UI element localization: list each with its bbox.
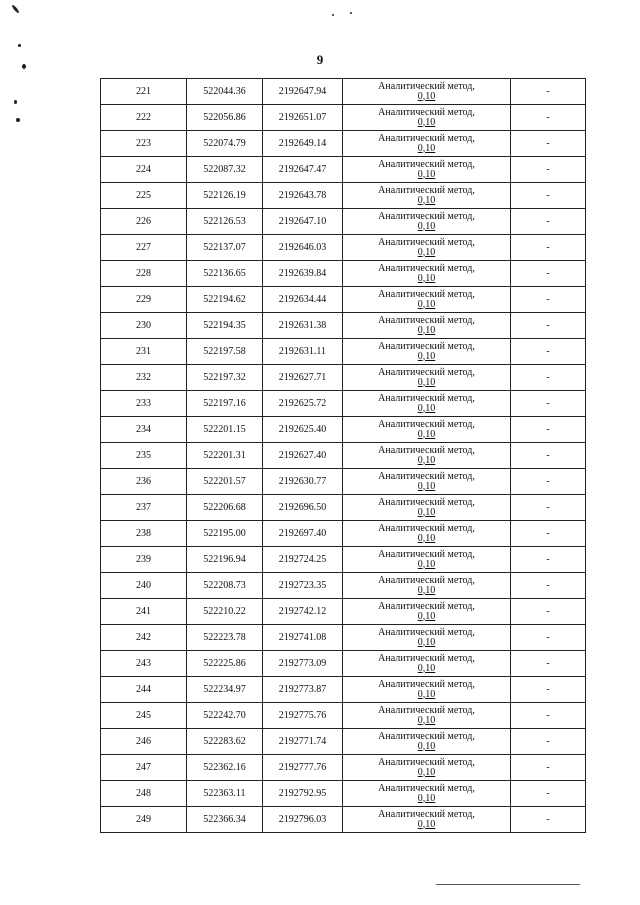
y-coordinate-cell: 2192742.12 <box>263 599 343 625</box>
table-row <box>101 261 586 287</box>
y-coordinate-cell: 2192773.09 <box>263 651 343 677</box>
y-coordinate-cell: 2192651.07 <box>263 105 343 131</box>
method-name: Аналитический метод, <box>378 262 475 274</box>
y-coordinate-cell: 2192773.87 <box>263 677 343 703</box>
point-number-cell: 229 <box>101 287 187 313</box>
error-cell: - <box>511 703 586 729</box>
method-cell <box>343 131 511 157</box>
x-coordinate-cell: 522126.19 <box>187 183 263 209</box>
method-cell <box>343 469 511 495</box>
method-cell <box>343 755 511 781</box>
x-coordinate-cell: 522225.86 <box>187 651 263 677</box>
method-name: Аналитический метод, <box>378 678 475 690</box>
method-name: Аналитический метод, <box>378 730 475 742</box>
method-name: Аналитический метод, <box>378 600 475 612</box>
method-name: Аналитический метод, <box>378 444 475 456</box>
table-row <box>101 339 586 365</box>
table-row <box>101 469 586 495</box>
method-cell <box>343 651 511 677</box>
method-name: Аналитический метод, <box>378 210 475 222</box>
method-precision: 0,10 <box>417 636 436 648</box>
method-cell <box>343 417 511 443</box>
method-precision: 0,10 <box>417 818 436 830</box>
table-row <box>101 365 586 391</box>
error-cell: - <box>511 443 586 469</box>
error-cell: - <box>511 573 586 599</box>
x-coordinate-cell: 522197.32 <box>187 365 263 391</box>
method-name: Аналитический метод, <box>378 496 475 508</box>
method-precision: 0,10 <box>417 532 436 544</box>
table-row <box>101 105 586 131</box>
x-coordinate-cell: 522201.31 <box>187 443 263 469</box>
table-row <box>101 651 586 677</box>
method-name: Аналитический метод, <box>378 782 475 794</box>
method-precision: 0,10 <box>417 376 436 388</box>
table-row <box>101 755 586 781</box>
table-row <box>101 781 586 807</box>
y-coordinate-cell: 2192630.77 <box>263 469 343 495</box>
method-precision: 0,10 <box>417 714 436 726</box>
method-name: Аналитический метод, <box>378 626 475 638</box>
point-number-cell: 234 <box>101 417 187 443</box>
y-coordinate-cell: 2192647.94 <box>263 79 343 105</box>
method-precision: 0,10 <box>417 168 436 180</box>
method-name: Аналитический метод, <box>378 158 475 170</box>
method-precision: 0,10 <box>417 324 436 336</box>
method-name: Аналитический метод, <box>378 366 475 378</box>
scan-speck <box>16 118 20 122</box>
y-coordinate-cell: 2192771.74 <box>263 729 343 755</box>
error-cell: - <box>511 469 586 495</box>
x-coordinate-cell: 522201.15 <box>187 417 263 443</box>
y-coordinate-cell: 2192741.08 <box>263 625 343 651</box>
x-coordinate-cell: 522136.65 <box>187 261 263 287</box>
table-row <box>101 547 586 573</box>
error-cell: - <box>511 313 586 339</box>
method-cell <box>343 443 511 469</box>
x-coordinate-cell: 522234.97 <box>187 677 263 703</box>
method-name: Аналитический метод, <box>378 288 475 300</box>
method-precision: 0,10 <box>417 558 436 570</box>
method-name: Аналитический метод, <box>378 184 475 196</box>
error-cell: - <box>511 547 586 573</box>
point-number-cell: 246 <box>101 729 187 755</box>
point-number-cell: 231 <box>101 339 187 365</box>
y-coordinate-cell: 2192697.40 <box>263 521 343 547</box>
method-cell <box>343 781 511 807</box>
point-number-cell: 238 <box>101 521 187 547</box>
method-name: Аналитический метод, <box>378 340 475 352</box>
table-row <box>101 417 586 443</box>
error-cell: - <box>511 677 586 703</box>
x-coordinate-cell: 522366.34 <box>187 807 263 833</box>
point-number-cell: 237 <box>101 495 187 521</box>
method-name: Аналитический метод, <box>378 314 475 326</box>
y-coordinate-cell: 2192775.76 <box>263 703 343 729</box>
error-cell: - <box>511 131 586 157</box>
x-coordinate-cell: 522197.58 <box>187 339 263 365</box>
y-coordinate-cell: 2192627.40 <box>263 443 343 469</box>
method-precision: 0,10 <box>417 246 436 258</box>
y-coordinate-cell: 2192777.76 <box>263 755 343 781</box>
method-cell <box>343 391 511 417</box>
method-cell <box>343 313 511 339</box>
coordinates-table <box>100 78 586 833</box>
x-coordinate-cell: 522056.86 <box>187 105 263 131</box>
method-cell <box>343 599 511 625</box>
method-cell <box>343 625 511 651</box>
error-cell: - <box>511 105 586 131</box>
table-row <box>101 157 586 183</box>
point-number-cell: 232 <box>101 365 187 391</box>
method-name: Аналитический метод, <box>378 548 475 560</box>
table-row <box>101 599 586 625</box>
method-precision: 0,10 <box>417 662 436 674</box>
method-cell <box>343 339 511 365</box>
x-coordinate-cell: 522201.57 <box>187 469 263 495</box>
x-coordinate-cell: 522087.32 <box>187 157 263 183</box>
method-name: Аналитический метод, <box>378 236 475 248</box>
table-row <box>101 495 586 521</box>
method-cell <box>343 261 511 287</box>
y-coordinate-cell: 2192649.14 <box>263 131 343 157</box>
error-cell: - <box>511 755 586 781</box>
error-cell: - <box>511 339 586 365</box>
x-coordinate-cell: 522137.07 <box>187 235 263 261</box>
method-cell <box>343 807 511 833</box>
point-number-cell: 240 <box>101 573 187 599</box>
point-number-cell: 228 <box>101 261 187 287</box>
method-precision: 0,10 <box>417 454 436 466</box>
y-coordinate-cell: 2192647.10 <box>263 209 343 235</box>
point-number-cell: 241 <box>101 599 187 625</box>
footer-divider <box>436 884 580 885</box>
x-coordinate-cell: 522044.36 <box>187 79 263 105</box>
method-precision: 0,10 <box>417 272 436 284</box>
point-number-cell: 227 <box>101 235 187 261</box>
x-coordinate-cell: 522074.79 <box>187 131 263 157</box>
point-number-cell: 221 <box>101 79 187 105</box>
method-name: Аналитический метод, <box>378 106 475 118</box>
y-coordinate-cell: 2192646.03 <box>263 235 343 261</box>
table-row <box>101 625 586 651</box>
error-cell: - <box>511 183 586 209</box>
table-row <box>101 521 586 547</box>
method-precision: 0,10 <box>417 194 436 206</box>
y-coordinate-cell: 2192625.72 <box>263 391 343 417</box>
x-coordinate-cell: 522195.00 <box>187 521 263 547</box>
method-cell <box>343 521 511 547</box>
method-name: Аналитический метод, <box>378 80 475 92</box>
table-row <box>101 235 586 261</box>
method-name: Аналитический метод, <box>378 756 475 768</box>
error-cell: - <box>511 625 586 651</box>
method-cell <box>343 365 511 391</box>
x-coordinate-cell: 522362.16 <box>187 755 263 781</box>
table-row <box>101 313 586 339</box>
scan-speck <box>14 100 17 104</box>
error-cell: - <box>511 417 586 443</box>
x-coordinate-cell: 522194.35 <box>187 313 263 339</box>
error-cell: - <box>511 807 586 833</box>
x-coordinate-cell: 522223.78 <box>187 625 263 651</box>
table-row <box>101 443 586 469</box>
table-row <box>101 703 586 729</box>
method-cell <box>343 79 511 105</box>
y-coordinate-cell: 2192625.40 <box>263 417 343 443</box>
point-number-cell: 249 <box>101 807 187 833</box>
error-cell: - <box>511 261 586 287</box>
method-cell <box>343 105 511 131</box>
error-cell: - <box>511 599 586 625</box>
x-coordinate-cell: 522126.53 <box>187 209 263 235</box>
x-coordinate-cell: 522208.73 <box>187 573 263 599</box>
y-coordinate-cell: 2192792.95 <box>263 781 343 807</box>
method-precision: 0,10 <box>417 116 436 128</box>
method-name: Аналитический метод, <box>378 652 475 664</box>
method-cell <box>343 183 511 209</box>
error-cell: - <box>511 365 586 391</box>
table-row <box>101 807 586 833</box>
point-number-cell: 222 <box>101 105 187 131</box>
point-number-cell: 226 <box>101 209 187 235</box>
table-row <box>101 209 586 235</box>
scan-speck <box>350 12 352 14</box>
method-name: Аналитический метод, <box>378 470 475 482</box>
table-row <box>101 573 586 599</box>
method-precision: 0,10 <box>417 428 436 440</box>
method-precision: 0,10 <box>417 610 436 622</box>
y-coordinate-cell: 2192631.11 <box>263 339 343 365</box>
point-number-cell: 224 <box>101 157 187 183</box>
point-number-cell: 248 <box>101 781 187 807</box>
y-coordinate-cell: 2192627.71 <box>263 365 343 391</box>
x-coordinate-cell: 522194.62 <box>187 287 263 313</box>
point-number-cell: 223 <box>101 131 187 157</box>
method-precision: 0,10 <box>417 740 436 752</box>
point-number-cell: 233 <box>101 391 187 417</box>
method-precision: 0,10 <box>417 90 436 102</box>
x-coordinate-cell: 522363.11 <box>187 781 263 807</box>
error-cell: - <box>511 287 586 313</box>
scan-speck <box>332 14 334 16</box>
method-precision: 0,10 <box>417 220 436 232</box>
y-coordinate-cell: 2192796.03 <box>263 807 343 833</box>
error-cell: - <box>511 235 586 261</box>
method-cell <box>343 729 511 755</box>
method-name: Аналитический метод, <box>378 132 475 144</box>
y-coordinate-cell: 2192723.35 <box>263 573 343 599</box>
method-cell <box>343 677 511 703</box>
table-row <box>101 183 586 209</box>
method-precision: 0,10 <box>417 506 436 518</box>
point-number-cell: 243 <box>101 651 187 677</box>
x-coordinate-cell: 522210.22 <box>187 599 263 625</box>
y-coordinate-cell: 2192724.25 <box>263 547 343 573</box>
point-number-cell: 244 <box>101 677 187 703</box>
error-cell: - <box>511 79 586 105</box>
y-coordinate-cell: 2192647.47 <box>263 157 343 183</box>
table-row <box>101 79 586 105</box>
x-coordinate-cell: 522196.94 <box>187 547 263 573</box>
point-number-cell: 230 <box>101 313 187 339</box>
scan-speck <box>18 44 21 47</box>
method-precision: 0,10 <box>417 688 436 700</box>
point-number-cell: 245 <box>101 703 187 729</box>
table-row <box>101 729 586 755</box>
y-coordinate-cell: 2192639.84 <box>263 261 343 287</box>
y-coordinate-cell: 2192631.38 <box>263 313 343 339</box>
method-precision: 0,10 <box>417 298 436 310</box>
error-cell: - <box>511 209 586 235</box>
error-cell: - <box>511 729 586 755</box>
method-precision: 0,10 <box>417 402 436 414</box>
method-precision: 0,10 <box>417 480 436 492</box>
method-name: Аналитический метод, <box>378 574 475 586</box>
scan-speck <box>11 4 20 14</box>
error-cell: - <box>511 781 586 807</box>
y-coordinate-cell: 2192643.78 <box>263 183 343 209</box>
method-cell <box>343 209 511 235</box>
method-cell <box>343 547 511 573</box>
point-number-cell: 247 <box>101 755 187 781</box>
method-cell <box>343 703 511 729</box>
point-number-cell: 235 <box>101 443 187 469</box>
method-cell <box>343 495 511 521</box>
page-number: 9 <box>316 52 324 67</box>
table-row <box>101 131 586 157</box>
x-coordinate-cell: 522197.16 <box>187 391 263 417</box>
coordinates-table-body <box>101 79 586 833</box>
table-row <box>101 677 586 703</box>
method-precision: 0,10 <box>417 792 436 804</box>
error-cell: - <box>511 495 586 521</box>
y-coordinate-cell: 2192634.44 <box>263 287 343 313</box>
method-name: Аналитический метод, <box>378 392 475 404</box>
error-cell: - <box>511 521 586 547</box>
point-number-cell: 242 <box>101 625 187 651</box>
method-name: Аналитический метод, <box>378 522 475 534</box>
point-number-cell: 236 <box>101 469 187 495</box>
method-name: Аналитический метод, <box>378 704 475 716</box>
y-coordinate-cell: 2192696.50 <box>263 495 343 521</box>
x-coordinate-cell: 522242.70 <box>187 703 263 729</box>
method-cell <box>343 235 511 261</box>
table-row <box>101 391 586 417</box>
method-precision: 0,10 <box>417 350 436 362</box>
error-cell: - <box>511 651 586 677</box>
point-number-cell: 239 <box>101 547 187 573</box>
method-precision: 0,10 <box>417 584 436 596</box>
method-name: Аналитический метод, <box>378 808 475 820</box>
method-cell <box>343 573 511 599</box>
method-precision: 0,10 <box>417 766 436 778</box>
x-coordinate-cell: 522206.68 <box>187 495 263 521</box>
error-cell: - <box>511 391 586 417</box>
table-row <box>101 287 586 313</box>
method-cell <box>343 157 511 183</box>
method-name: Аналитический метод, <box>378 418 475 430</box>
error-cell: - <box>511 157 586 183</box>
point-number-cell: 225 <box>101 183 187 209</box>
method-precision: 0,10 <box>417 142 436 154</box>
method-cell <box>343 287 511 313</box>
x-coordinate-cell: 522283.62 <box>187 729 263 755</box>
